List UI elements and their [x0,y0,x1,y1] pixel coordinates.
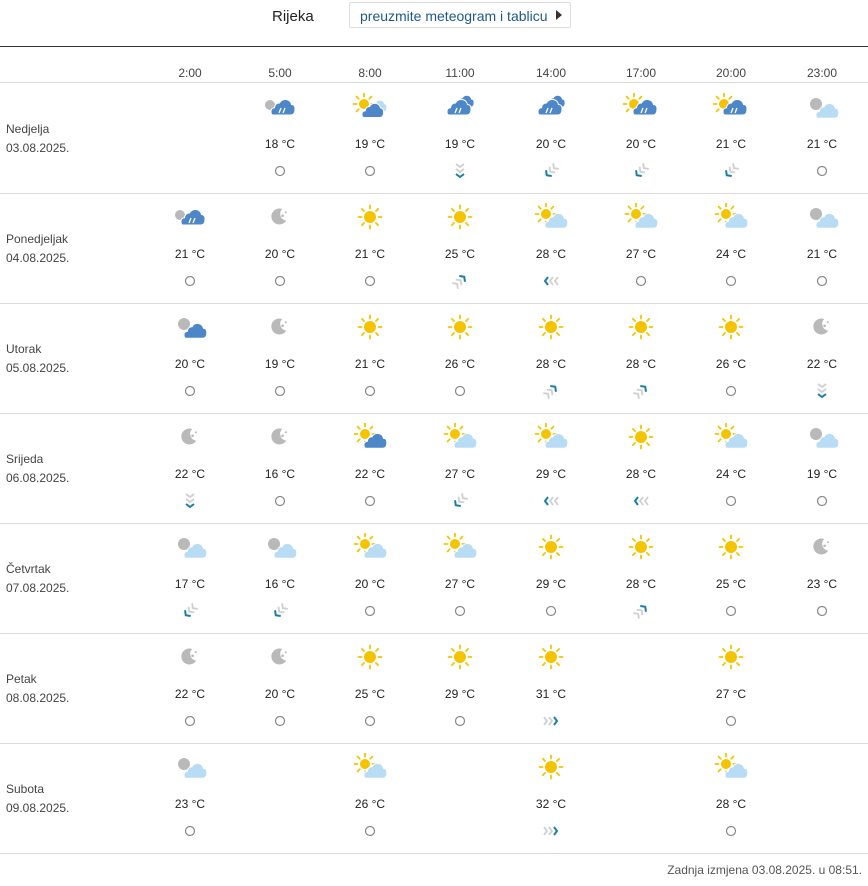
moon-icon [804,313,840,341]
day-name: Utorak [6,342,42,356]
hour-label: 20:00 [715,66,747,80]
temperature: 18 °C [264,137,296,151]
wind-calm-icon [721,381,741,401]
temperature: 28 °C [535,247,567,261]
day-name: Srijeda [6,452,44,466]
temperature: 25 °C [715,577,747,591]
wind-down-icon [180,491,200,511]
cloud-rain-heavy-icon [533,93,569,121]
forecast-cell[interactable] [787,523,857,633]
cloud-rain-night-icon [262,93,298,121]
forecast-cell[interactable] [787,83,857,193]
wind-calm-icon [721,601,741,621]
forecast-cell[interactable] [155,193,225,303]
wind-down-icon [450,161,470,181]
cloud-rain-night-icon [172,203,208,231]
forecast-cell[interactable] [606,413,676,523]
header-bar [0,0,868,47]
forecast-cell[interactable] [606,193,676,303]
temperature: 26 °C [715,357,747,371]
wind-calm-icon [721,711,741,731]
hour-label: 5:00 [268,66,292,80]
night-cloud-dark-icon [172,313,208,341]
forecast-cell[interactable] [696,523,766,633]
forecast-cell[interactable] [335,743,405,853]
forecast-cell[interactable] [516,83,586,193]
wind-up-right-icon [541,381,561,401]
sun-icon [352,313,388,341]
night-cloud-icon [172,533,208,561]
forecast-cell[interactable] [696,743,766,853]
sun-cloud-icon [623,203,659,231]
forecast-cell[interactable] [155,303,225,413]
day-row [0,303,868,414]
forecast-cell[interactable] [516,303,586,413]
wind-up-right-icon [450,271,470,291]
wind-calm-icon [721,271,741,291]
hours-header [0,58,868,83]
temperature: 27 °C [444,577,476,591]
temperature: 17 °C [174,577,206,591]
forecast-cell[interactable] [245,83,315,193]
temperature: 27 °C [715,687,747,701]
temperature: 21 °C [806,247,838,261]
forecast-cell[interactable] [335,303,405,413]
wind-calm-icon [270,711,290,731]
temperature: 29 °C [535,467,567,481]
wind-calm-icon [360,601,380,621]
forecast-cell[interactable] [696,633,766,743]
wind-up-right-icon [631,601,651,621]
wind-calm-icon [631,271,651,291]
wind-calm-icon [180,711,200,731]
sun-cloud-icon [713,203,749,231]
day-label [6,230,69,268]
sun-icon [533,533,569,561]
temperature: 16 °C [264,577,296,591]
temperature: 29 °C [535,577,567,591]
last-update: Zadnja izmjena 03.08.2025. u 08:51. [667,863,862,877]
night-cloud-icon [262,533,298,561]
day-row [0,193,868,304]
wind-calm-icon [541,601,561,621]
sun-icon [713,533,749,561]
wind-calm-icon [812,161,832,181]
forecast-cell[interactable] [425,633,495,743]
forecast-cell[interactable] [787,413,857,523]
forecast-cell[interactable] [696,83,766,193]
wind-down-icon [812,381,832,401]
forecast-cell[interactable] [335,193,405,303]
hour-label: 23:00 [806,66,838,80]
forecast-cell[interactable] [425,523,495,633]
sun-cloud-icon [352,533,388,561]
forecast-cell[interactable] [425,83,495,193]
day-label [6,340,69,378]
forecast-cell[interactable] [335,413,405,523]
day-date: 07.08.2025. [6,581,70,595]
wind-calm-icon [360,821,380,841]
temperature: 24 °C [715,467,747,481]
temperature: 20 °C [264,247,296,261]
sun-cloud-icon [533,423,569,451]
day-row [0,633,868,744]
wind-down-left-icon [721,161,741,181]
wind-down-left-icon [180,601,200,621]
temperature: 20 °C [354,577,386,591]
temperature: 21 °C [174,247,206,261]
day-label [6,560,69,598]
moon-icon [262,423,298,451]
day-row [0,743,868,854]
forecast-cell[interactable] [155,743,225,853]
wind-calm-icon [812,491,832,511]
forecast-cell[interactable] [245,523,315,633]
forecast-cell[interactable] [245,303,315,413]
wind-right-icon [541,711,561,731]
temperature: 23 °C [806,577,838,591]
sun-cloud-icon [713,423,749,451]
day-date: 05.08.2025. [6,361,70,375]
sun-icon [352,203,388,231]
day-name: Petak [6,672,37,686]
wind-calm-icon [360,711,380,731]
hour-label: 14:00 [535,66,567,80]
wind-down-left-icon [450,491,470,511]
day-date: 03.08.2025. [6,141,70,155]
wind-calm-icon [270,491,290,511]
forecast-cell[interactable] [516,523,586,633]
hour-label: 8:00 [358,66,382,80]
sun-cloud-icon [713,753,749,781]
wind-down-left-icon [541,161,561,181]
forecast-cell[interactable] [606,523,676,633]
wind-calm-icon [360,491,380,511]
temperature: 24 °C [715,247,747,261]
forecast-cell[interactable] [245,413,315,523]
forecast-cell[interactable] [516,743,586,853]
hour-label: 11:00 [445,66,475,80]
day-date: 09.08.2025. [6,801,70,815]
temperature: 28 °C [535,357,567,371]
temperature: 21 °C [806,137,838,151]
temperature: 21 °C [354,247,386,261]
temperature: 20 °C [625,137,657,151]
moon-icon [262,203,298,231]
wind-calm-icon [812,601,832,621]
forecast-cell[interactable] [787,303,857,413]
forecast-cell[interactable] [696,413,766,523]
sun-icon [533,313,569,341]
hour-label: 17:00 [625,66,657,80]
wind-calm-icon [721,491,741,511]
sun-cloud-icon [442,533,478,561]
night-cloud-icon [804,203,840,231]
city-name: Rijeka [272,8,314,25]
day-row [0,413,868,524]
day-name: Subota [6,782,45,796]
sun-cloud-rain-icon [713,93,749,121]
temperature: 27 °C [625,247,657,261]
sun-icon [623,313,659,341]
night-cloud-icon [804,423,840,451]
temperature: 26 °C [354,797,386,811]
forecast-cell[interactable] [335,523,405,633]
wind-left-icon [541,491,561,511]
forecast-cell[interactable] [335,83,405,193]
night-cloud-icon [172,753,208,781]
day-name: Četvrtak [6,562,51,576]
temperature: 22 °C [174,687,206,701]
temperature: 23 °C [174,797,206,811]
forecast-cell[interactable] [335,633,405,743]
temperature: 19 °C [806,467,838,481]
day-label [6,120,69,158]
day-date: 06.08.2025. [6,471,70,485]
temperature: 20 °C [535,137,567,151]
day-row [0,83,868,194]
meteogram-button-label: preuzmite meteogram i tablicu [360,8,548,24]
sun-cloud-light-icon [352,93,388,121]
temperature: 29 °C [444,687,476,701]
temperature: 28 °C [625,357,657,371]
moon-icon [262,643,298,671]
temperature: 19 °C [264,357,296,371]
wind-calm-icon [360,381,380,401]
sun-icon [442,203,478,231]
wind-calm-icon [270,271,290,291]
wind-down-left-icon [631,161,651,181]
sun-cloud-rain-icon [623,93,659,121]
day-name: Ponedjeljak [6,232,69,246]
forecast-cell[interactable] [155,523,225,633]
day-label [6,450,69,488]
forecast-cell[interactable] [787,193,857,303]
sun-cloud-icon [352,753,388,781]
temperature: 27 °C [444,467,476,481]
sun-icon [533,643,569,671]
temperature: 26 °C [444,357,476,371]
day-date: 08.08.2025. [6,691,70,705]
wind-calm-icon [270,161,290,181]
day-date: 04.08.2025. [6,251,70,265]
forecast-cell[interactable] [696,303,766,413]
sun-icon [623,423,659,451]
sun-icon [713,643,749,671]
meteogram-button[interactable] [349,2,571,28]
temperature: 28 °C [715,797,747,811]
forecast-cell[interactable] [425,413,495,523]
forecast-cell[interactable] [425,193,495,303]
forecast-cell[interactable] [245,193,315,303]
wind-calm-icon [270,381,290,401]
forecast-cell[interactable] [516,193,586,303]
temperature: 21 °C [715,137,747,151]
wind-calm-icon [812,271,832,291]
temperature: 19 °C [444,137,476,151]
forecast-cell[interactable] [696,193,766,303]
wind-calm-icon [450,601,470,621]
day-label [6,780,69,818]
wind-calm-icon [450,711,470,731]
hour-label: 2:00 [178,66,202,80]
day-name: Nedjelja [6,122,50,136]
sun-icon [533,753,569,781]
forecast-cell[interactable] [425,303,495,413]
wind-left-icon [541,271,561,291]
play-arrow-icon [556,10,562,20]
forecast-cell[interactable] [516,413,586,523]
temperature: 28 °C [625,577,657,591]
temperature: 19 °C [354,137,386,151]
wind-calm-icon [360,161,380,181]
forecast-cell[interactable] [606,83,676,193]
temperature: 22 °C [354,467,386,481]
temperature: 31 °C [535,687,567,701]
forecast-cell[interactable] [606,303,676,413]
wind-left-icon [631,491,651,511]
temperature: 20 °C [264,687,296,701]
sun-icon [623,533,659,561]
forecast-cell[interactable] [155,413,225,523]
temperature: 32 °C [535,797,567,811]
wind-calm-icon [180,821,200,841]
wind-up-right-icon [631,381,651,401]
temperature: 25 °C [354,687,386,701]
temperature: 20 °C [174,357,206,371]
wind-calm-icon [360,271,380,291]
wind-right-icon [541,821,561,841]
wind-calm-icon [180,381,200,401]
temperature: 22 °C [174,467,206,481]
day-label [6,670,69,708]
night-cloud-icon [804,93,840,121]
sun-icon [713,313,749,341]
forecast-cell[interactable] [516,633,586,743]
moon-icon [172,423,208,451]
cloud-rain-heavy-icon [442,93,478,121]
temperature: 21 °C [354,357,386,371]
temperature: 28 °C [625,467,657,481]
temperature: 25 °C [444,247,476,261]
sun-icon [352,643,388,671]
temperature: 16 °C [264,467,296,481]
sun-icon [442,313,478,341]
wind-calm-icon [450,381,470,401]
moon-icon [172,643,208,671]
wind-down-left-icon [270,601,290,621]
forecast-cell[interactable] [155,633,225,743]
wind-calm-icon [180,271,200,291]
temperature: 22 °C [806,357,838,371]
wind-calm-icon [721,821,741,841]
forecast-cell[interactable] [245,633,315,743]
sun-cloud-icon [533,203,569,231]
sun-cloud-icon [442,423,478,451]
moon-icon [262,313,298,341]
moon-icon [804,533,840,561]
sun-icon [442,643,478,671]
day-row [0,523,868,634]
sun-cloud-dark-icon [352,423,388,451]
